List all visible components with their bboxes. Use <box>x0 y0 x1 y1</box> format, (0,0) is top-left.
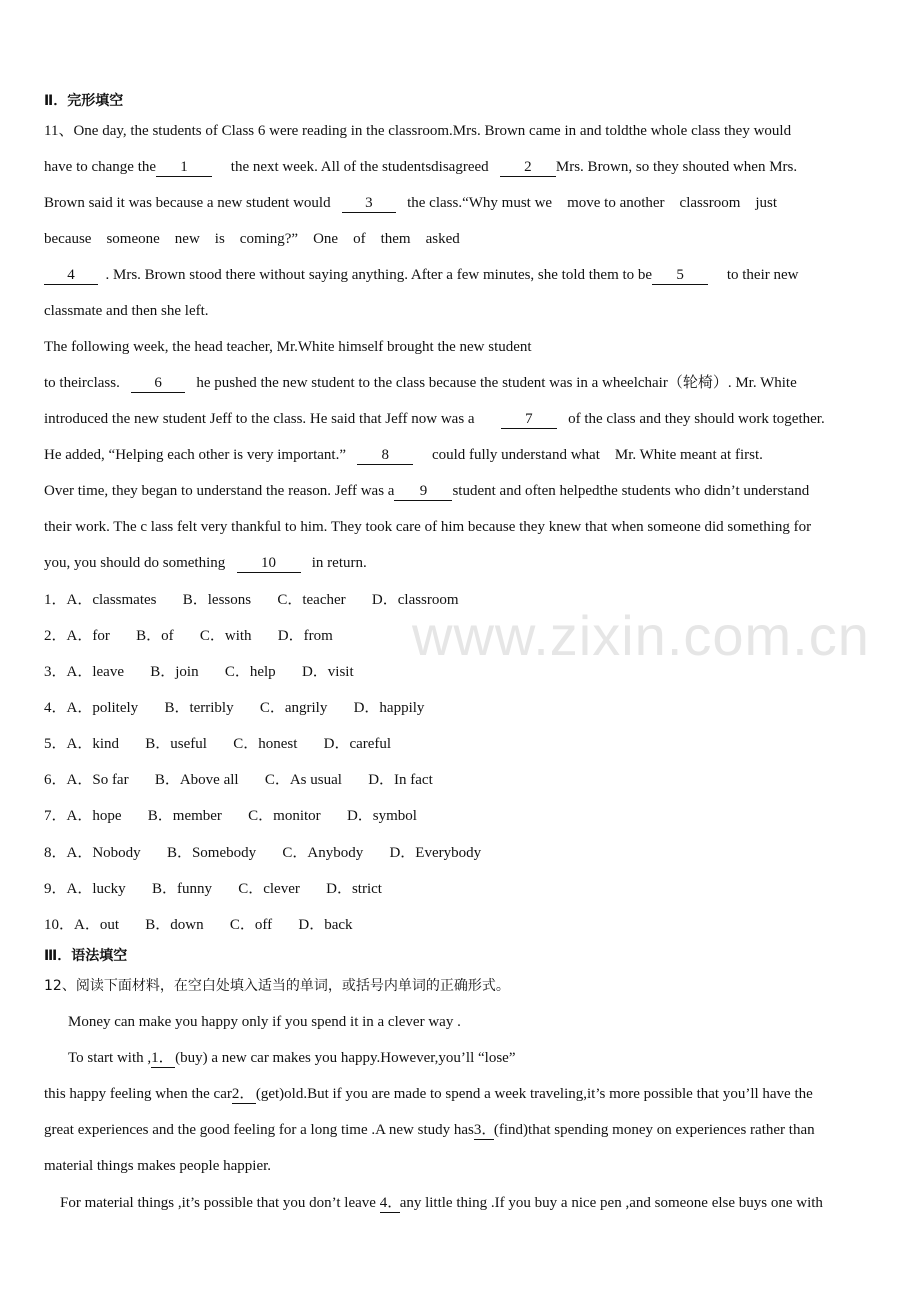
grammar-line: material things makes people happier. <box>44 1158 272 1174</box>
option-row <box>44 770 433 792</box>
option-a[interactable]: A．hope <box>66 808 122 824</box>
passage-text: he pushed the new student to the class because the student was in a wheelchair（轮椅）. Mr. White <box>196 375 797 391</box>
option-row <box>44 590 459 612</box>
grammar-blank-1[interactable]: 1． <box>151 1050 174 1066</box>
passage-line <box>44 409 825 431</box>
passage-line: classmate and then she left. <box>44 303 209 319</box>
passage-text: He added, “Helping each other is very important.” <box>44 447 346 463</box>
watermark: www.zixin.com.cn <box>412 604 870 667</box>
option-b[interactable]: B．member <box>147 808 222 824</box>
passage-line <box>44 553 367 575</box>
option-number: 8． <box>44 845 67 861</box>
option-row <box>44 626 333 648</box>
passage-text: you, you should do something <box>44 555 226 571</box>
option-a[interactable]: A．So far <box>66 772 129 788</box>
blank-4[interactable]: 4 <box>44 266 98 285</box>
passage-text: Brown said it was because a new student would <box>44 195 331 211</box>
blank-7[interactable]: 7 <box>501 410 557 429</box>
question-number: 11、 <box>44 123 74 139</box>
option-b[interactable]: B．join <box>150 664 199 680</box>
option-d[interactable]: D．visit <box>301 664 354 680</box>
option-a[interactable]: A．kind <box>66 736 120 752</box>
option-row <box>44 734 391 756</box>
option-number: 5． <box>44 736 67 752</box>
passage-line <box>44 193 777 215</box>
passage-line: The following week, the head teacher, Mr.White himself brought the new student <box>44 339 532 355</box>
option-number: 3． <box>44 664 67 680</box>
option-b[interactable]: B．funny <box>151 881 212 897</box>
option-d[interactable]: D．from <box>277 628 333 644</box>
passage-text: could fully understand what Mr. White meant at first. <box>431 447 763 463</box>
option-c[interactable]: C．with <box>199 628 252 644</box>
blank-6[interactable]: 6 <box>131 374 185 393</box>
option-row <box>44 662 354 684</box>
passage-line: because someone new is coming?” One of them asked <box>44 231 460 247</box>
section-3-title: Ⅲ．语法填空 <box>44 948 128 964</box>
option-row <box>44 806 417 828</box>
passage-line <box>44 481 809 503</box>
passage-line <box>44 121 791 143</box>
option-a[interactable]: A．for <box>66 628 110 644</box>
passage-text: in return. <box>311 555 367 571</box>
grammar-blank-3[interactable]: 3． <box>473 1122 497 1138</box>
blank-10[interactable]: 10 <box>237 554 301 573</box>
option-b[interactable]: B．terribly <box>164 700 234 716</box>
option-d[interactable]: D．symbol <box>346 808 417 824</box>
option-c[interactable]: C．clever <box>238 881 300 897</box>
passage-text: have to change the <box>44 159 157 175</box>
option-c[interactable]: C．honest <box>233 736 298 752</box>
option-d[interactable]: D．back <box>298 917 353 933</box>
option-number: 9． <box>44 881 67 897</box>
option-number: 2． <box>44 628 67 644</box>
option-b[interactable]: B．lessons <box>182 592 252 608</box>
passage-line <box>44 265 799 287</box>
passage-line <box>44 445 763 467</box>
option-d[interactable]: D．In fact <box>368 772 433 788</box>
option-row <box>44 698 424 720</box>
option-row <box>44 879 382 901</box>
grammar-line <box>44 1084 813 1106</box>
option-a[interactable]: A．out <box>74 917 120 933</box>
passage-text: of the class and they should work together. <box>568 411 825 427</box>
option-c[interactable]: C．off <box>229 917 273 933</box>
passage-text: any little thing .If you buy a nice pen ,and someone else buys one with <box>399 1195 823 1211</box>
grammar-line <box>44 1120 815 1142</box>
passage-text: student and often helpedthe students who didn’t understand <box>452 483 810 499</box>
grammar-blank-2[interactable]: 2． <box>231 1086 255 1102</box>
passage-text: For material things ,it’s possible that you don’t leave <box>60 1195 376 1211</box>
option-a[interactable]: A．Nobody <box>66 845 141 861</box>
passage-text: (get)old.But if you are made to spend a week traveling,it’s more possible that you’ll have the <box>255 1086 813 1102</box>
option-c[interactable]: C．angrily <box>259 700 328 716</box>
passage-text: this happy feeling when the car <box>44 1086 232 1102</box>
option-d[interactable]: D．Everybody <box>389 845 482 861</box>
option-d[interactable]: D．strict <box>326 881 382 897</box>
option-d[interactable]: D．careful <box>323 736 392 752</box>
option-row <box>44 843 481 865</box>
option-c[interactable]: C．teacher <box>277 592 346 608</box>
option-d[interactable]: D．happily <box>353 700 425 716</box>
option-a[interactable]: A．politely <box>66 700 139 716</box>
option-number: 1． <box>44 592 67 608</box>
grammar-blank-4[interactable]: 4． <box>379 1195 403 1211</box>
passage-text: Over time, they began to understand the reason. Jeff was a <box>44 483 395 499</box>
option-number: 7． <box>44 808 67 824</box>
passage-text: Mrs. Brown, so they shouted when Mrs. <box>555 159 798 175</box>
passage-text: great experiences and the good feeling for a long time .A new study has <box>44 1122 474 1138</box>
blank-9[interactable]: 9 <box>394 482 452 501</box>
grammar-line <box>68 1048 516 1070</box>
passage-text: to theirclass. <box>44 375 120 391</box>
option-number: 4． <box>44 700 67 716</box>
option-b[interactable]: B．Somebody <box>166 845 257 861</box>
grammar-line <box>60 1193 823 1215</box>
blank-2[interactable]: 2 <box>500 158 556 177</box>
passage-text: introduced the new student Jeff to the class. He said that Jeff now was a <box>44 411 475 427</box>
passage-text: . Mrs. Brown stood there without saying anything. After a few minutes, she told them to be <box>105 267 653 283</box>
passage-line <box>44 157 797 179</box>
option-b[interactable]: B．down <box>145 917 204 933</box>
blank-8[interactable]: 8 <box>357 446 413 465</box>
passage-text: the class.“Why must we move to another classroom just <box>407 195 778 211</box>
passage-text: the next week. All of the studentsdisagreed <box>230 159 489 175</box>
passage-text: One day, the students of Class 6 were reading in the classroom.Mrs. Brown came in and toldthe whole class they would <box>73 123 792 139</box>
passage-text: (buy) a new car makes you happy.However,you’ll “lose” <box>175 1050 516 1066</box>
grammar-line: Money can make you happy only if you spend it in a clever way . <box>68 1014 461 1030</box>
blank-1[interactable]: 1 <box>156 158 212 177</box>
blank-5[interactable]: 5 <box>652 266 708 285</box>
section-2-title: Ⅱ．完形填空 <box>44 93 124 109</box>
passage-text: (find)that spending money on experiences rather than <box>493 1122 815 1138</box>
option-b[interactable]: B．Above all <box>154 772 239 788</box>
option-b[interactable]: B．useful <box>145 736 207 752</box>
passage-text: to their new <box>726 267 799 283</box>
option-c[interactable]: C．monitor <box>248 808 321 824</box>
blank-3[interactable]: 3 <box>342 194 396 213</box>
option-b[interactable]: B．of <box>136 628 174 644</box>
option-c[interactable]: C．As usual <box>264 772 342 788</box>
passage-text: To start with , <box>68 1050 152 1066</box>
option-a[interactable]: A．lucky <box>66 881 126 897</box>
passage-line: their work. The c lass felt very thankful to him. They took care of him because they knew that when someone did something for <box>44 519 812 535</box>
option-row <box>44 915 353 937</box>
section-3-instruction: 12、阅读下面材料，在空白处填入适当的单词，或括号内单词的正确形式。 <box>44 978 510 994</box>
option-number: 6． <box>44 772 67 788</box>
option-c[interactable]: C．help <box>224 664 276 680</box>
option-c[interactable]: C．Anybody <box>282 845 364 861</box>
option-a[interactable]: A．classmates <box>66 592 157 608</box>
option-number: 10． <box>44 917 75 933</box>
passage-line <box>44 373 797 395</box>
option-a[interactable]: A．leave <box>66 664 124 680</box>
option-d[interactable]: D．classroom <box>371 592 459 608</box>
